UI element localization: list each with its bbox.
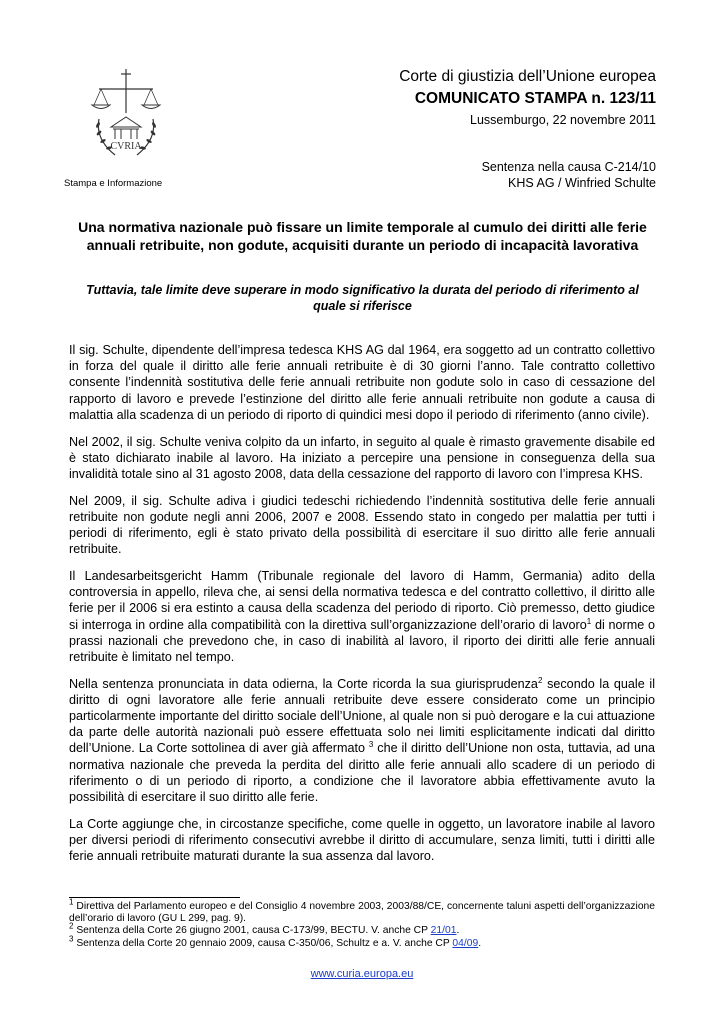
footnote-divider [69, 897, 240, 898]
footnote-end: . [456, 925, 460, 937]
footnote-number: 1 [69, 897, 74, 907]
website-link[interactable]: www.curia.europa.eu [310, 968, 414, 980]
logo-text: CVRIA [110, 141, 142, 152]
paragraph-text: secondo la quale il diritto di ogni lavoratore alle ferie annuali retribuite deve essere considerato come un principio particolarmente importante del diritto sociale dell’Unione, al quale non si può derogare e la cui attuazione da parte delle autorità nazionali può essere effettuata solo nei limiti esplicitamente indicati dal diritto dell’Unione. La Corte sottolinea di aver già affermato [69, 676, 656, 756]
footnotes [69, 897, 655, 951]
case-parties: KHS AG / Winfried Schulte [508, 176, 656, 190]
body-paragraph: La Corte aggiunge che, in circostanze specifiche, come quelle in oggetto, un lavoratore inabile al lavoro per diversi periodi di riferimento consecutivi avrebbe il diritto di accumulare, senza limiti, tutti i diritti alle ferie annuali retribuite maturati durante la sua assenza dal lavoro. [69, 816, 655, 864]
paragraph-text: che il diritto dell’Unione non osta, tuttavia, ad una normativa nazionale che preveda la perdita del diritto alle ferie annuali allo scadere di un periodo di riferimento o di un periodo di riporto, a condizione che il lavoratore abbia effettivamente avuto la possibilità di esercitare il suo diritto alle ferie. [69, 741, 656, 805]
press-release-link[interactable]: 04/09 [452, 938, 479, 950]
body-paragraph: Il sig. Schulte, dipendente dell’impresa tedesca KHS AG dal 1964, era soggetto ad un contratto collettivo in forza del quale il diritto alle ferie annuali retribuite è di 30 giorni l’anno. Tale contratto collettivo consente l’indennità sostitutiva delle ferie annuali retribuite non godute solo in caso di cessazione del rapporto di lavoro e prevede l’estinzione del diritto alle ferie annuali retribuite non godute a causa di malattia alla scadenza di un periodo di riporto di quindici mesi dopo il periodo di riferimento (anno civile). [69, 343, 655, 422]
curia-logo [85, 67, 167, 162]
footnote-ref[interactable]: 3 [368, 740, 374, 750]
body-paragraph: Nel 2009, il sig. Schulte adiva i giudici tedeschi richiedendo l’indennità sostitutiva delle ferie annuali retribuite non godute negli anni 2006, 2007 e 2008. Essendo stato in congedo per malattia per tutti i periodi di riferimento, egli è stato privato della possibilità di esercitare il suo diritto alle ferie annuali retribuite. [69, 493, 655, 557]
headline: Una normativa nazionale può fissare un limite temporale al cumulo dei diritti alle ferie annuali retribuite, non godute, acquisiti durante un periodo di incapacità lavorativa [78, 219, 647, 253]
footnote-end: . [478, 938, 482, 950]
press-unit-label: Stampa e Informazione [64, 178, 163, 189]
footnote-number: 3 [69, 934, 74, 944]
body-text [69, 342, 655, 875]
body-paragraph [69, 676, 655, 806]
footnote-1 [69, 897, 655, 924]
footnote-number: 2 [69, 921, 74, 931]
press-release-number: COMUNICATO STAMPA n. 123/11 [414, 90, 656, 107]
footnote-text: Sentenza della Corte 20 gennaio 2009, causa C-350/06, Schultz e a. V. anche CP [73, 938, 453, 950]
subheadline: Tuttavia, tale limite deve superare in modo significativo la durata del periodo di riferimento al quale si riferisce [86, 283, 639, 313]
footnote-3 [69, 934, 655, 950]
press-release-link[interactable]: 21/01 [430, 925, 457, 937]
footer-website [0, 968, 724, 980]
place-date: Lussemburgo, 22 novembre 2011 [470, 113, 656, 127]
footnote-2 [69, 921, 655, 937]
paragraph-text: Il Landesarbeitsgericht Hamm (Tribunale regionale del lavoro di Hamm, Germania) adito della controversia in appello, rileva che, ai sensi della normativa tedesca e del contratto collettivo, il diritto alle ferie per il 2006 si era estinto a causa della scadenza del periodo di riporto. Ciò premesso, detto giudice si interroga in ordine alla compatibilità con la direttiva sull’organizzazione dell’orario di lavoro [69, 568, 655, 632]
footnote-ref[interactable]: 1 [586, 616, 592, 626]
paragraph-text: di norme o prassi nazionali che prevedono che, in caso di inabilità al lavoro, il riporto dei diritti alle ferie annuali retribuite è limitato nel tempo. [69, 617, 656, 664]
paragraph-text: Nella sentenza pronunciata in data odierna, la Corte ricorda la sua giurisprudenza [69, 676, 538, 691]
judgment-case: Sentenza nella causa C-214/10 [481, 160, 656, 174]
footnote-ref[interactable]: 2 [537, 675, 543, 685]
body-paragraph [69, 568, 655, 665]
body-paragraph: Nel 2002, il sig. Schulte veniva colpito da un infarto, in seguito al quale è rimasto gravemente disabile ed è stato dichiarato inabile al lavoro. Ha iniziato a percepire una pensione in conseguenza della sua invalidità totale sino al 31 agosto 2008, data della cessazione del rapporto di lavoro con l’impresa KHS. [69, 434, 655, 481]
footnote-text: Sentenza della Corte 26 giugno 2001, causa C-173/99, BECTU. V. anche CP [73, 925, 431, 937]
footnote-text: Direttiva del Parlamento europeo e del Consiglio 4 novembre 2003, 2003/88/CE, concernente taluni aspetti dell’organizzazione dell’orario di lavoro (GU L 299, pag. 9). [69, 901, 655, 924]
court-name: Corte di giustizia dell’Unione europea [399, 68, 656, 85]
